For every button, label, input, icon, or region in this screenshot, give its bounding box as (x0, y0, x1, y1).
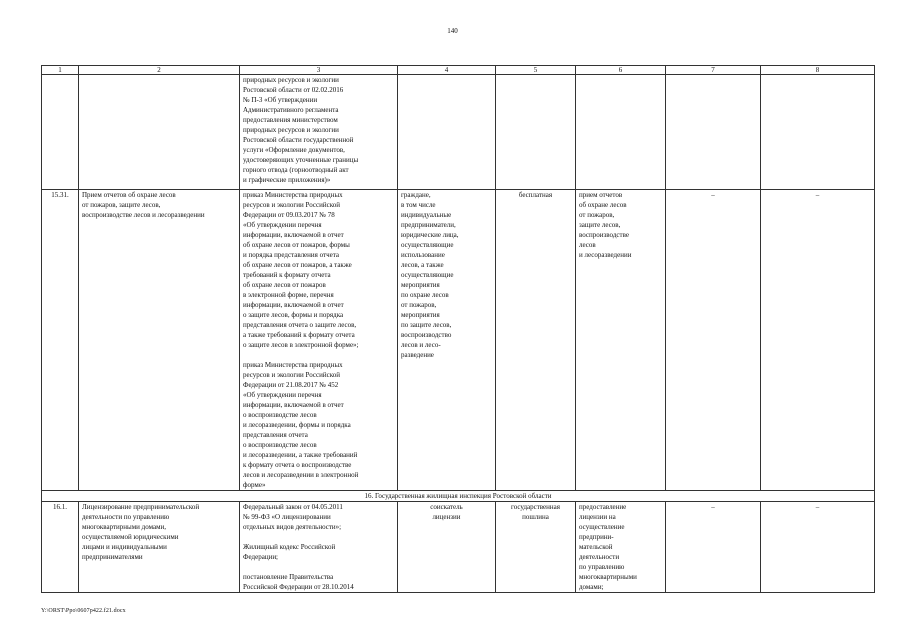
fee-cell: бесплатная (496, 190, 576, 491)
fee-cell: государственная пошлина (496, 502, 576, 593)
services-table (41, 65, 875, 593)
column-number: 8 (761, 66, 875, 75)
section-row (42, 491, 875, 502)
cell-empty (42, 75, 79, 190)
result-cell: прием отчетов об охране лесов от пожаров, защите лесов, воспроизводстве лесов и лесоразведении (576, 190, 666, 491)
column-number: 3 (240, 66, 398, 75)
column-number: 7 (666, 66, 761, 75)
cell-empty (398, 75, 496, 190)
result-cell: предоставление лицензии на осуществление предприни- мательской деятельности по управлению многоквартирными домами; (576, 502, 666, 593)
cell-empty (79, 75, 240, 190)
column-number: 2 (79, 66, 240, 75)
row-number: 15.31. (42, 190, 79, 491)
column-number: 1 (42, 66, 79, 75)
row-number: 16.1. (42, 502, 79, 593)
section-title: 16. Государственная жилищная инспекция Ростовской области (42, 491, 875, 502)
column-number: 4 (398, 66, 496, 75)
column-number-row (42, 66, 875, 75)
table-row (42, 190, 875, 491)
legal-basis-cell: Федеральный закон от 04.05.2011 № 99-ФЗ «О лицензировании отдельных видов деятельности»; Жилищный кодекс Российской Федерации; постановление Правительства Российской Федерации от 28.10.2014 (240, 502, 398, 593)
column-number: 5 (496, 66, 576, 75)
cell-empty (496, 75, 576, 190)
column-7-cell: – (666, 502, 761, 593)
cell-empty (761, 75, 875, 190)
page-number: 140 (447, 27, 458, 35)
cell-empty (576, 75, 666, 190)
service-name: Лицензирование предпринимательской деятельности по управлению многоквартирными домами, осуществляемой юридическими лицами и индивидуальными предпринимателями (79, 502, 240, 593)
column-number: 6 (576, 66, 666, 75)
file-path-footer: Y:\ORST\Ppo\0607p422.f21.docx (41, 608, 126, 614)
column-7-cell: – (666, 190, 761, 491)
applicants-cell: граждане, в том числе индивидуальные предприниматели, юридические лица, осуществляющие использование лесов, а также осуществляющие мероприятия по охране лесов от пожаров, мероприятия по защите лесов, воспроизводство лесов и лесо- разведение (398, 190, 496, 491)
continuation-row (42, 75, 875, 190)
cell-empty (666, 75, 761, 190)
table-row (42, 502, 875, 593)
applicants-cell: соискатель лицензии (398, 502, 496, 593)
column-8-cell: – (761, 190, 875, 491)
service-name: Прием отчетов об охране лесов от пожаров, защите лесов, воспроизводстве лесов и лесоразведении (79, 190, 240, 491)
column-8-cell: – (761, 502, 875, 593)
legal-basis-cell: приказ Министерства природных ресурсов и экологии Российской Федерации от 09.03.2017 № 78 «Об утверждении перечня информации, включаемой в отчет об охране лесов от пожаров, формы и порядка представления отчета об охране лесов от пожаров, а также требований к формату отчета об охране лесов от пожаров в электронной форме, перечня информации, включаемой в отчет о защите лесов, формы и порядка представления отчета о защите лесов, а также требований к формату отчета о защите лесов в электронной форме»; приказ Министерства природных ресурсов и экологии Российской Федерации от 21.08.2017 № 452 «Об утверждении перечня информации, включаемой в отчет о воспроизводстве лесов и лесоразведении, формы и порядка представления отчета о воспроизводстве лесов и лесоразведении, а также требований к формату отчета о воспроизводстве лесов и лесоразведении в электронной форме» (240, 190, 398, 491)
legal-basis-cell: природных ресурсов и экологии Ростовской области от 02.02.2016 № П-3 «Об утверждении Административного регламента предоставления министерством природных ресурсов и экологии Ростовской области государственной услуги «Оформление документов, удостоверяющих уточненные границы горного отвода (горноотводный акт и графические приложения)» (240, 75, 398, 190)
